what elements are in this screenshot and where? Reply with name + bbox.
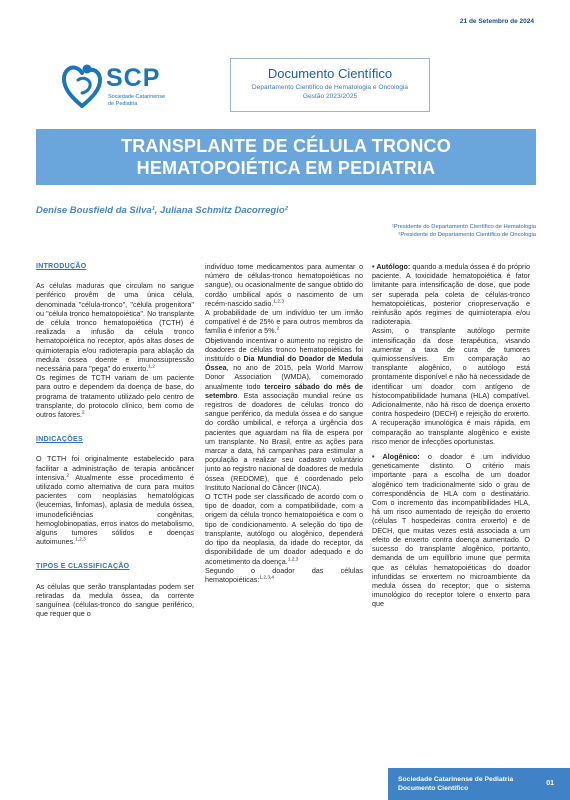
section-heading-introducao: INTRODUÇÃO xyxy=(36,263,87,270)
page-title-line-2: HEMATOPOIÉTICA EM PEDIATRIA xyxy=(136,158,436,178)
authors: Denise Bousfield da Silva¹, Juliana Schmitz Dacorregio² xyxy=(36,205,288,216)
paragraph: indivíduo tome medicamentos para aumentar o número de células-tronco hematopoiéticas no sangue), ou ocasionalmente de sangue obtido do cordão umbilical após o nascimento de um recém-nascido sadio.$^{1,2,3}$ xyxy=(205,262,363,308)
paragraph: Assim, o transplante autólogo permite intensificação da dose terapêutica, visando aumentar a taxa de cura de tumores quimiossensíveis. Em comparação ao transplante alogênico, o autólogo está prontamente disponível e não há necessidade de identificar um doador com antígeno de histocompatibilidade humana (HLA) compatível. Adicionalmente, não há risco de doença enxerto contra hospedeiro (DECH) e rejeição do enxerto. A recuperação imunológica é mais rápida, em comparação ao transplante alogênico e existe risco menor de infecções oportunistas. xyxy=(372,326,530,446)
text-column-3 xyxy=(372,262,530,609)
paragraph: A probabilidade de um indivíduo ter um irmão compatível é de 25% e para outros membros da família é inferior a 5%.$^2$ xyxy=(205,308,363,336)
paragraph: Segundo o doador das células hematopoiéticas:$^{1,2,3,4}$ xyxy=(205,565,363,584)
text-column-1 xyxy=(36,262,194,619)
page-footer xyxy=(388,768,570,800)
management-period: Gestão 2023/2025 xyxy=(302,92,358,100)
paragraph: O TCTH foi originalmente estabelecido para facilitar a administração de terapia anticâncer intensiva.$^2$ Atualmente esse procedimento é utilizado como alternativa de cura para muitos pacientes com neoplasias hematológicas (leucemias, linfomas), aplasia de medula óssea, imunodeficiências congênitas, hemoglobinopatias, erros inatos do metabolismo, alguns tumores sólidos e doenças autoimunes.$^{1,2,3}$ xyxy=(36,454,194,547)
bullet-alogenico: • Alogênico: o doador é um indivíduo geneticamente distinto. O critério mais importante para a escolha de um doador alogênico tem tradicionalmente sido o grau de correspondência de HLA com o destinatário. Com o incremento das incompatibilidades HLA, há um risco aumentado de rejeição do enxerto (células T hospedeiras contra enxerto) e de DECH, que muitas vezes está associada a um efeito de enxerto contra doença aumentado. O sucesso do transplante alogênico, portanto, demanda de um equilíbrio imune que permita que as células hematopoiéticas do doador infundidas se enxertem no microambiente da medula óssea do receptor; que o sistema imunológico do receptor tolere o enxerto para que xyxy=(372,452,530,609)
doc-type-title: Documento Científico xyxy=(267,66,393,81)
child-heart-logo-icon xyxy=(60,60,104,110)
logo-subtitle: Sociedade Catarinense de Pediatria xyxy=(108,94,166,107)
document-date: 21 de Setembro de 2024 xyxy=(459,18,534,25)
logo-name: SCP xyxy=(106,64,161,92)
section-heading-tipos: TIPOS E CLASSIFICAÇÃO xyxy=(36,563,130,571)
document-info-box xyxy=(230,58,430,112)
paragraph: O TCTH pode ser classificado de acordo com o tipo de doador, com a compatibilidade, com a origem da célula tronco hematopoiética e com o tipo de condicionamento. A seleção do tipo de transplante, autólogo ou alogênico, dependerá do tipo da neoplasia, da idade do receptor, da disponibilidade de um doador adequado e do acometimento da doença.$^{1,2,3}$ xyxy=(205,492,363,566)
text-column-2 xyxy=(205,262,363,584)
affiliations: ¹Presidente do Departamento Científico de Hematologia ²Presidente do Departamento Científico de Oncologia xyxy=(391,224,536,238)
paragraph: Os regimes de TCTH variam de um paciente para outro e dependem da doença de base, do programa de tratamento utilizado pelo centro de transplante, do protocolo clínico, bem como de outros fatores.$^2$ xyxy=(36,373,194,420)
page-number: 01 xyxy=(546,780,554,787)
paragraph: Objetivando incentivar o aumento no registro de doadores de células tronco hematopoiéticas foi instituído o Dia Mundial do Doador de Medula Óssea, no ano de 2015, pela World Marrow Donor Association (WMDA), comemorado anualmente todo terceiro sábado do mês de setembro. Esta associação mundial reúne os registros de doadores de células tronco do sangue periférico, da medula óssea e do sangue do cordão umbilical, e reforça a urgência dos pacientes que aguardam na fila de espera por um transplante. No Brasil, entre as ações para marcar a data, há campanhas para estimular a população a realizar seu cadastro voluntário junto ao registro nacional de doadores de medula óssea (REDOME), que é coordenado pelo Instituto Nacional do Câncer (INCA). xyxy=(205,335,364,492)
section-heading-indicacoes: INDICAÇÕES xyxy=(36,436,83,444)
page-title-line-1: TRANSPLANTE DE CÉLULA TRONCO xyxy=(121,136,451,156)
bullet-autologo: • Autólogo: quando a medula óssea é do próprio paciente. A toxicidade hematopoiética é fator limitante para intensificação de dose, que pode ser superada pela coleta de células-tronco hematopoiéticas, posterior criopreservação e reinfusão após regimes de quimioterapia e/ou radioterapia. xyxy=(372,262,530,327)
paragraph: As células que serão transplantadas podem ser retiradas da medula óssea, da corrente sanguínea (células-tronco do sangue periférico, que requer que o xyxy=(36,581,194,619)
footer-society: Sociedade Catarinense de Pediatria xyxy=(398,776,514,783)
title-banner xyxy=(36,129,536,185)
paragraph: As células maduras que circulam no sangue periférico provêm de uma única célula, denominada "célula-tronco", "célula progenitora" ou "célula tronco hematopoiética". No transplante de célula tronco hematopoiética (TCTH) é realizada a infusão da célula tronco hematopoiética no receptor, após altas doses de quimioterapia e/ou radioterapia para ablação da medula óssea doente e imunossupressão necessária para "pega" do enxerto.$^{1,2}$ xyxy=(36,281,194,374)
footer-doc-type: Documento Científico xyxy=(398,784,469,792)
department-name: Departamento Científico de Hematologia e Oncologia xyxy=(251,84,409,91)
scp-logo xyxy=(60,56,190,116)
